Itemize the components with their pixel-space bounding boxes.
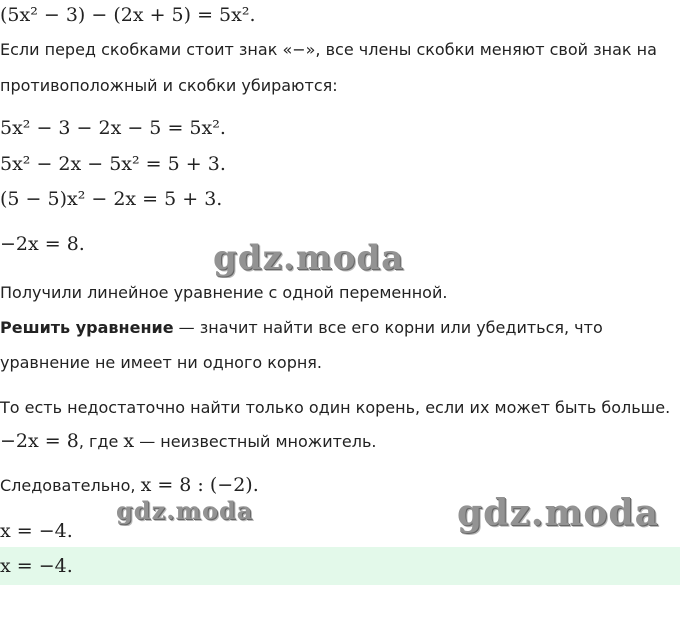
equation-step-open-brackets: 5x² − 3 − 2x − 5 = 5x².	[0, 117, 226, 139]
equation-original-text: (5x² − 3) − (2x + 5) = 5x².	[0, 4, 256, 26]
consequence-math: x = 8 : (−2).	[140, 474, 259, 496]
watermark-logo: gdz.moda	[116, 496, 254, 525]
definition-rest: — значит найти все его корни или убедиться, что	[173, 318, 603, 337]
note-line: То есть недостаточно найти только один корень, если их может быть больше.	[0, 398, 671, 417]
unknown-factor-line	[0, 430, 377, 452]
definition-term: Решить уравнение	[0, 318, 174, 337]
consequence-line	[0, 474, 259, 496]
unknown-factor-rest: — неизвестный множитель.	[134, 432, 377, 451]
rule-line-1: Если перед скобками стоит знак «−», все члены скобки меняют свой знак на	[0, 40, 657, 59]
equation-step-move-terms: 5x² − 2x − 5x² = 5 + 3.	[0, 153, 226, 175]
rule-line-2: противоположный и скобки убираются:	[0, 76, 338, 95]
definition-line-2: уравнение не имеет ни одного корня.	[0, 353, 323, 372]
answer-box	[0, 547, 680, 585]
answer-text: x = −4.	[0, 555, 73, 577]
unknown-factor-where: , где	[78, 432, 124, 451]
equation-step-linear: −2x = 8.	[0, 233, 85, 255]
definition-line-1	[0, 318, 603, 337]
equation-step-factor: (5 − 5)x² − 2x = 5 + 3.	[0, 188, 223, 210]
unknown-factor-var: x	[123, 430, 135, 452]
linear-equation-note: Получили линейное уравнение с одной переменной.	[0, 283, 448, 302]
watermark-logo: gdz.moda	[213, 238, 405, 278]
watermark-logo: gdz.moda	[457, 492, 659, 534]
unknown-factor-equation: −2x = 8	[0, 430, 79, 452]
equation-result: x = −4.	[0, 520, 73, 542]
consequence-prefix: Следовательно,	[0, 476, 141, 495]
equation-original	[0, 4, 256, 26]
